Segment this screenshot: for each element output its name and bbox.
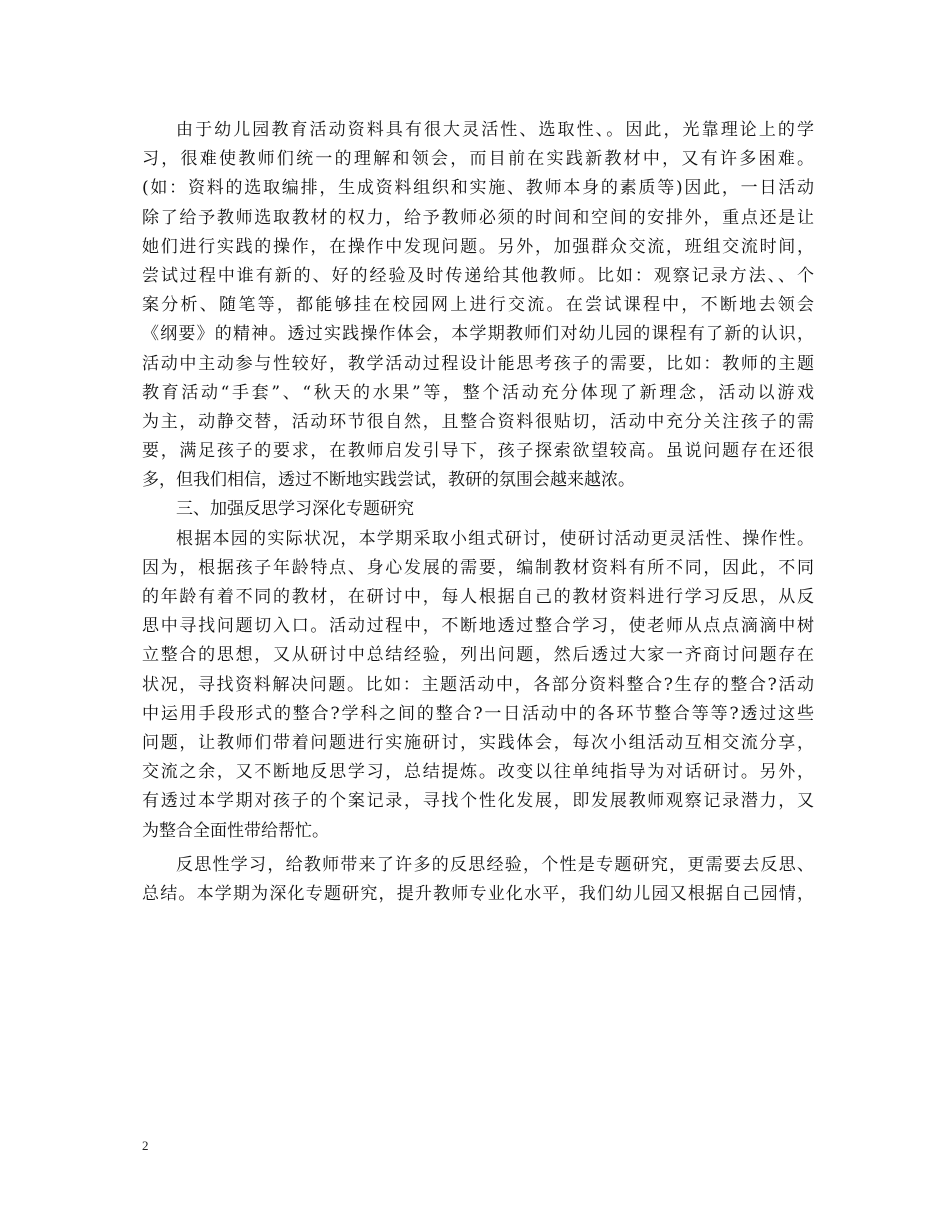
text-line: 教育活动“手套”、“秋天的水果”等，整个活动充分体现了新理念，活动以游戏 — [142, 382, 814, 403]
text-line: 为整合全面性带给帮忙。 — [142, 820, 329, 841]
text-line: 活动中主动参与性较好，教学活动过程设计能思考孩子的需要，比如：教师的主题 — [142, 353, 814, 374]
text-line: 反思性学习，给教师带来了许多的反思经验，个性是专题研究，更需要去反思、 — [176, 854, 814, 875]
body-text — [142, 116, 814, 909]
text-line: 有透过本学期对孩子的个案记录，寻找个性化发展，即发展教师观察记录潜力，又 — [142, 791, 814, 812]
text-line: 除了给予教师选取教材的权力，给予教师必须的时间和空间的安排外，重点还是让 — [142, 207, 814, 228]
text-line: 状况，寻找资料解决问题。比如：主题活动中，各部分资料整合?生存的整合?活动 — [142, 674, 814, 695]
text-line: 问题，让教师们带着问题进行实施研讨，实践体会，每次小组活动互相交流分享， — [142, 732, 814, 753]
text-line: 尝试过程中谁有新的、好的经验及时传递给其他教师。比如：观察记录方法、、个 — [142, 265, 814, 286]
text-line: 要，满足孩子的要求，在教师启发引导下，孩子探索欲望较高。虽说问题存在还很 — [142, 441, 814, 462]
text-line: 立整合的思想，又从研讨中总结经验，列出问题，然后透过大家一齐商讨问题存在 — [142, 645, 814, 666]
text-line: 总结。本学期为深化专题研究，提升教师专业化水平，我们幼儿园又根据自己园情， — [142, 883, 814, 904]
text-line: 为主，动静交替，活动环节很自然，且整合资料很贴切，活动中充分关注孩子的需 — [142, 411, 814, 432]
text-line: 《纲要》的精神。透过实践操作体会，本学期教师们对幼儿园的课程有了新的认识， — [142, 324, 814, 345]
section-heading: 三、加强反思学习深化专题研究 — [176, 499, 414, 520]
text-line: 因为，根据孩子年龄特点、身心发展的需要，编制教材资料有所不同，因此，不同 — [142, 557, 814, 578]
text-line: 交流之余，又不断地反思学习，总结提炼。改变以往单纯指导为对话研讨。另外， — [142, 762, 814, 783]
text-line: 由于幼儿园教育活动资料具有很大灵活性、选取性、。因此，光靠理论上的学 — [176, 120, 814, 140]
text-line: 思中寻找问题切入口。活动过程中，不断地透过整合学习，使老师从点点滴滴中树 — [142, 616, 814, 637]
text-line: 多，但我们相信，透过不断地实践尝试，教研的氛围会越来越浓。 — [142, 470, 635, 491]
text-line: 她们进行实践的操作，在操作中发现问题。另外，加强群众交流，班组交流时间， — [142, 236, 814, 257]
text-line: 根据本园的实际状况，本学期采取小组式研讨，使研讨活动更灵活性、操作性。 — [176, 528, 814, 549]
text-line: 中运用手段形式的整合?学科之间的整合?一日活动中的各环节整合等等?透过这些 — [142, 703, 814, 724]
page-number: 2 — [142, 1138, 149, 1153]
text-line: 案分析、随笔等，都能够挂在校园网上进行交流。在尝试课程中，不断地去领会 — [142, 295, 814, 316]
text-line: 习，很难使教师们统一的理解和领会，而目前在实践新教材中，又有许多困难。 — [142, 149, 814, 170]
text-line: (如：资料的选取编排，生成资料组织和实施、教师本身的素质等)因此，一日活动 — [142, 178, 814, 199]
text-line: 的年龄有着不同的教材，在研讨中，每人根据自己的教材资料进行学习反思，从反 — [142, 587, 814, 607]
